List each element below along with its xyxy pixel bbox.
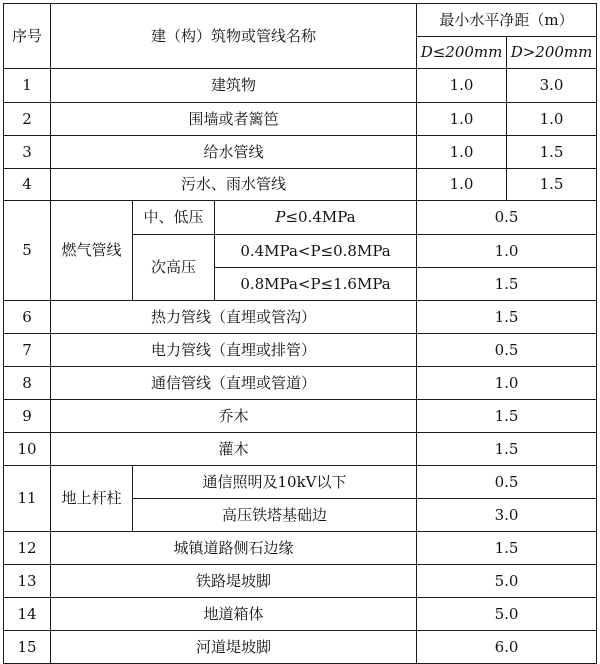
- header-d-gt-200: [507, 37, 597, 69]
- row-no: 11: [4, 466, 51, 532]
- table-row: [4, 400, 597, 433]
- row-no: 7: [4, 334, 51, 367]
- gas-pressure-1: P≤0.4MPa: [215, 201, 417, 235]
- row-value-le: 1.0: [417, 136, 507, 169]
- header-seq: 序号: [4, 4, 51, 69]
- row-no: 14: [4, 598, 51, 631]
- table-row-pole: [4, 466, 597, 499]
- row-value-gt: 1.5: [507, 136, 597, 169]
- table-row: [4, 69, 597, 103]
- header-name: 建（构）筑物或管线名称: [51, 4, 417, 69]
- row-name: 乔木: [51, 400, 417, 433]
- row-no: 3: [4, 136, 51, 169]
- pole-value-1: 0.5: [417, 466, 597, 499]
- row-name: 热力管线（直埋或管沟）: [51, 301, 417, 334]
- gas-value-1: 0.5: [417, 201, 597, 235]
- row-no: 2: [4, 103, 51, 136]
- pole-name: 地上杆柱: [51, 466, 133, 532]
- row-no: 6: [4, 301, 51, 334]
- row-no: 15: [4, 631, 51, 664]
- row-value-gt: 1.5: [507, 169, 597, 201]
- gas-pressure-1-text: ≤0.4MPa: [285, 208, 356, 227]
- row-value: 1.5: [417, 532, 597, 565]
- row-value: 1.5: [417, 433, 597, 466]
- row-value-le: 1.0: [417, 103, 507, 136]
- table-row: [4, 367, 597, 400]
- pole-sub-1: 通信照明及10kV以下: [133, 466, 417, 499]
- row-no: 1: [4, 69, 51, 103]
- gas-mid-low: 中、低压: [133, 201, 215, 235]
- row-value: 6.0: [417, 631, 597, 664]
- row-no: 13: [4, 565, 51, 598]
- gas-name: 燃气管线: [51, 201, 133, 301]
- row-name: 城镇道路侧石边缘: [51, 532, 417, 565]
- row-name: 建筑物: [51, 69, 417, 103]
- table-row: [4, 532, 597, 565]
- row-name: 围墙或者篱笆: [51, 103, 417, 136]
- row-name: 地道箱体: [51, 598, 417, 631]
- row-name: 铁路堤坡脚: [51, 565, 417, 598]
- table-row: [4, 433, 597, 466]
- row-no: 5: [4, 201, 51, 301]
- table-row: [4, 136, 597, 169]
- spacing-table: [3, 3, 597, 664]
- row-value-gt: 1.0: [507, 103, 597, 136]
- row-name: 灌木: [51, 433, 417, 466]
- row-no: 8: [4, 367, 51, 400]
- row-value: 1.5: [417, 301, 597, 334]
- gas-pressure-2: 0.4MPa<P≤0.8MPa: [215, 235, 417, 268]
- row-value: 1.5: [417, 400, 597, 433]
- row-name: 电力管线（直埋或排管）: [51, 334, 417, 367]
- table-row: [4, 334, 597, 367]
- row-value-le: 1.0: [417, 169, 507, 201]
- gas-value-2: 1.0: [417, 235, 597, 268]
- row-value-le: 1.0: [417, 69, 507, 103]
- table-row: [4, 631, 597, 664]
- row-value: 0.5: [417, 334, 597, 367]
- gas-pressure-3: 0.8MPa<P≤1.6MPa: [215, 268, 417, 301]
- table-row: [4, 169, 597, 201]
- pole-value-2: 3.0: [417, 499, 597, 532]
- gas-value-3: 1.5: [417, 268, 597, 301]
- row-value: 1.0: [417, 367, 597, 400]
- row-name: 污水、雨水管线: [51, 169, 417, 201]
- header-distance: 最小水平净距（m）: [417, 4, 597, 37]
- gas-high: 次高压: [133, 235, 215, 301]
- header-d-le-200: [417, 37, 507, 69]
- row-name: 河道堤坡脚: [51, 631, 417, 664]
- table-row: [4, 301, 597, 334]
- table-row-gas: [4, 201, 597, 235]
- row-value-gt: 3.0: [507, 69, 597, 103]
- header-row: [4, 4, 597, 37]
- row-value: 5.0: [417, 565, 597, 598]
- table-row: [4, 565, 597, 598]
- header-d-le-200-label: D≤200mm: [420, 43, 503, 62]
- row-no: 4: [4, 169, 51, 201]
- row-value: 5.0: [417, 598, 597, 631]
- row-name: 给水管线: [51, 136, 417, 169]
- row-no: 9: [4, 400, 51, 433]
- row-name: 通信管线（直埋或管道）: [51, 367, 417, 400]
- row-no: 12: [4, 532, 51, 565]
- table-row: [4, 103, 597, 136]
- header-d-gt-200-label: D>200mm: [510, 43, 593, 62]
- row-no: 10: [4, 433, 51, 466]
- table-row: [4, 598, 597, 631]
- pole-sub-2: 高压铁塔基础边: [133, 499, 417, 532]
